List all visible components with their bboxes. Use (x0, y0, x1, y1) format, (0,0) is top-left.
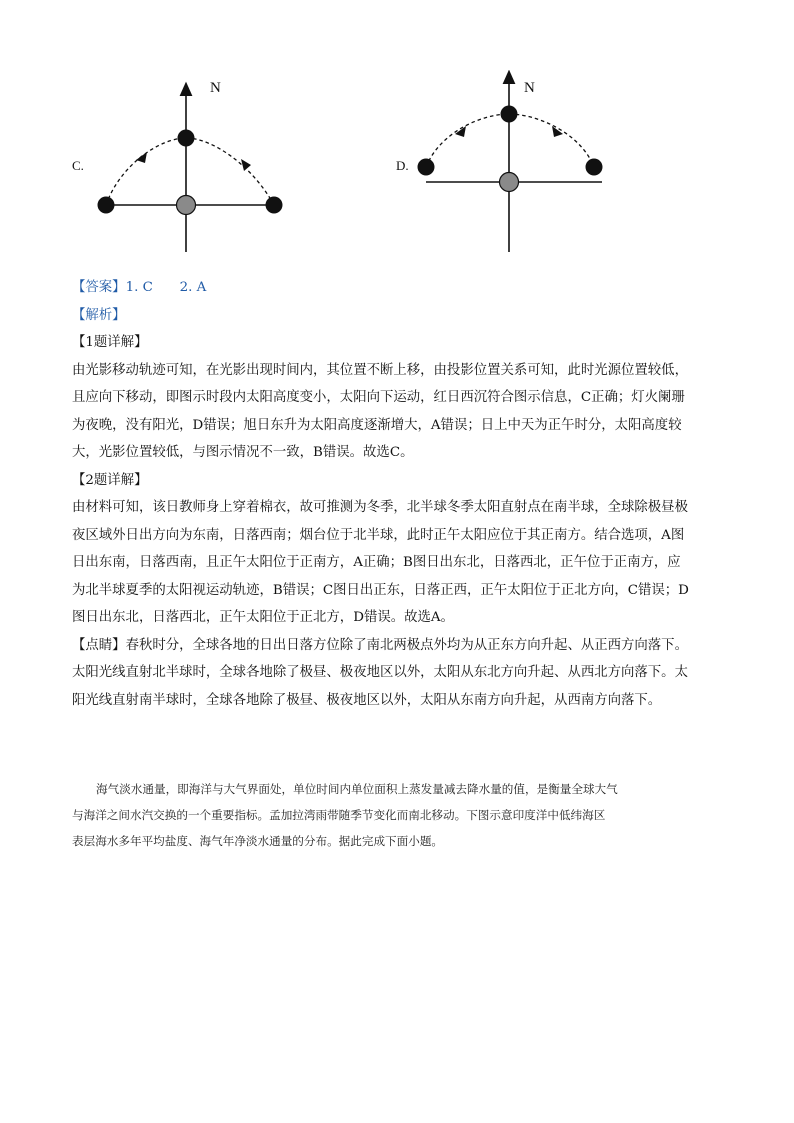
q1-line: 由光影移动轨迹可知，在光影出现时间内，其位置不断上移，由投影位置关系可知，此时光源位置较低， (72, 362, 688, 378)
passage-line: 海气淡水通量，即海洋与大气界面处，单位时间内单位面积上蒸发量减去降水量的值，是衡量全球大气 (96, 782, 618, 796)
figure-row (0, 70, 794, 260)
analysis-tag: 【解析】 (72, 307, 126, 323)
answer-line (72, 274, 722, 302)
q2-line: 夜区域外日出方向为东南，日落西南；烟台位于北半球，此时正午太阳应位于其正南方。结合选项，A图 (72, 527, 685, 543)
sun-dot-noon-c (178, 130, 195, 147)
observer-dot-d (500, 173, 519, 192)
q1-line: 且应向下移动，即图示时段内太阳高度变小，太阳向下运动，红日西沉符合图示信息，C正确；灯火阑珊 (72, 390, 685, 405)
sun-arc-c (106, 138, 274, 205)
option-d-label: D. (396, 158, 409, 173)
arc-arrow-right-c (241, 159, 251, 171)
sun-dot-noon-d (501, 106, 518, 123)
diagram-c (98, 88, 283, 252)
answer-text: 1. C 2. A (125, 280, 207, 295)
tip-line (72, 632, 722, 660)
passage-line: 与海洋之间水汽交换的一个重要指标。孟加拉湾雨带随季节变化而南北移动。下图示意印度洋中低纬海区 (72, 808, 606, 822)
q2-heading: 【2题详解】 (72, 472, 148, 488)
q1-line: 为夜晚，没有阳光，D错误；旭日东升为太阳高度逐渐增大，A错误；日上中天为正午时分，太阳高度较 (72, 417, 682, 433)
sun-dot-east-c (266, 197, 283, 214)
answer-tag: 【答案】 (72, 280, 126, 295)
option-c-label: C. (72, 158, 84, 173)
arc-arrow-right-d (552, 126, 563, 137)
tip-first: 春秋时分，全球各地的日出日落方位除了南北两极点外均为从正东方向升起、从正西方向落下。 (125, 637, 688, 653)
passage-line: 表层海水多年平均盐度、海气年净淡水通量的分布。据此完成下面小题。 (72, 834, 444, 848)
answer-explanation (72, 274, 722, 714)
arc-arrow-left-c (136, 152, 147, 163)
tip-line: 太阳光线直射北半球时，全球各地除了极昼、极夜地区以外，太阳从东北方向升起、从西北方向落下。太 (72, 665, 688, 680)
q2-line: 图日出东北，日落西北，正午太阳位于正北方，D错误。故选A。 (72, 610, 454, 625)
sun-dot-east-d (586, 159, 603, 176)
diagram-d (418, 76, 603, 252)
q1-line: 大，光影位置较低，与图示情况不一致，B错误。故选C。 (72, 445, 414, 460)
observer-dot-c (177, 196, 196, 215)
north-label-d: N (524, 80, 535, 96)
sun-dot-west-d (418, 159, 435, 176)
next-passage (72, 776, 722, 854)
north-label-c: N (210, 80, 221, 96)
q2-line: 日出东南，日落西南，且正午太阳位于正南方，A正确；B图日出东北，日落西北，正午位于正南方，应 (72, 555, 681, 570)
q1-heading: 【1题详解】 (72, 335, 148, 350)
tip-line: 阳光线直射南半球时，全球各地除了极昼、极夜地区以外，太阳从东南方向升起，从西南方向落下。 (72, 692, 662, 708)
tip-tag: 【点睛】 (72, 637, 126, 653)
q2-line: 为北半球夏季的太阳视运动轨迹，B错误；C图日出正东，日落正西，正午太阳位于正北方向，C错误；D (72, 582, 689, 598)
sun-dot-west-c (98, 197, 115, 214)
q2-line: 由材料可知，该日教师身上穿着棉衣，故可推测为冬季，北半球冬季太阳直射点在南半球，全球除极昼极 (72, 500, 688, 515)
